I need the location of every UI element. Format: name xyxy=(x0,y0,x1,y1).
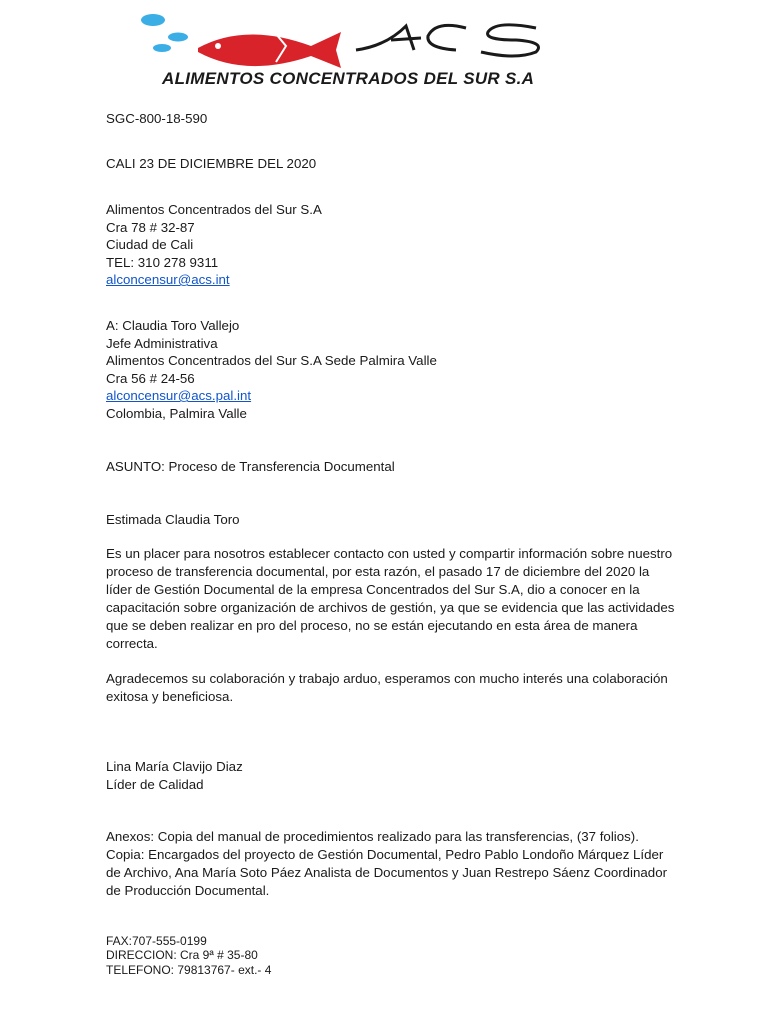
footer-fax: FAX:707-555-0199 xyxy=(106,934,207,948)
annex-line: Copia: Encargados del proyecto de Gestión Documental, Pedro Pablo Londoño Márquez Líder xyxy=(106,847,664,862)
annex-line: de Producción Documental. xyxy=(106,883,270,898)
fish-icon xyxy=(198,32,341,68)
recipient-name: A: Claudia Toro Vallejo xyxy=(106,318,240,333)
letter-subject: ASUNTO: Proceso de Transferencia Documental xyxy=(106,459,395,474)
sender-company: Alimentos Concentrados del Sur S.A xyxy=(106,202,322,217)
company-logo xyxy=(136,10,616,92)
sender-city: Ciudad de Cali xyxy=(106,237,194,252)
signer-name: Lina María Clavijo Diaz xyxy=(106,759,243,774)
bubble-icon xyxy=(153,44,171,52)
signer-title: Líder de Calidad xyxy=(106,777,204,792)
footer-address: DIRECCION: Cra 9ª # 35-80 xyxy=(106,948,258,962)
reference-code: SGC-800-18-590 xyxy=(106,111,208,126)
recipient-location: Colombia, Palmira Valle xyxy=(106,406,247,421)
sender-address: Cra 78 # 32-87 xyxy=(106,220,195,235)
body-line: proceso de transferencia documental, por esta razón, el pasado 17 de diciembre del 2020 la xyxy=(106,564,650,579)
annex-line: de Archivo, Ana María Soto Páez Analista de Documentos y Juan Restrepo Sáenz Coordinador xyxy=(106,865,668,880)
body-line: Agradecemos su colaboración y trabajo arduo, esperamos con mucho interés una colaboración xyxy=(106,671,668,686)
body-line: exitosa y beneficiosa. xyxy=(106,689,234,704)
recipient-company: Alimentos Concentrados del Sur S.A Sede Palmira Valle xyxy=(106,353,437,368)
annex-line: Anexos: Copia del manual de procedimientos realizado para las transferencias, (37 folios). xyxy=(106,829,639,844)
footer-phone: TELEFONO: 79813767- ext.- 4 xyxy=(106,963,272,977)
body-line: correcta. xyxy=(106,636,158,651)
recipient-position: Jefe Administrativa xyxy=(106,336,218,351)
sender-phone: TEL: 310 278 9311 xyxy=(106,255,219,270)
recipient-address: Cra 56 # 24-56 xyxy=(106,371,195,386)
recipient-email-link[interactable]: alconcensur@acs.pal.int xyxy=(106,388,252,403)
body-line: que se deben realizar en pro del proceso, no se están ejecutando en esta área de manera xyxy=(106,618,638,633)
bubble-icon xyxy=(141,14,165,26)
body-line: capacitación sobre organización de archivos de gestión, ya que se evidencia que las actividades xyxy=(106,600,675,615)
company-name: ALIMENTOS CONCENTRADOS DEL SUR S.A xyxy=(162,69,535,88)
letter-greeting: Estimada Claudia Toro xyxy=(106,512,240,527)
body-line: líder de Gestión Documental de la empresa Concentrados del Sur S.A, dio a conocer en la xyxy=(106,582,640,597)
sender-email-link[interactable]: alconcensur@acs.int xyxy=(106,272,230,287)
letter-date: CALI 23 DE DICIEMBRE DEL 2020 xyxy=(106,156,317,171)
bubble-icon xyxy=(168,33,188,42)
body-line: Es un placer para nosotros establecer contacto con usted y compartir información sobre nuestro xyxy=(106,546,673,561)
